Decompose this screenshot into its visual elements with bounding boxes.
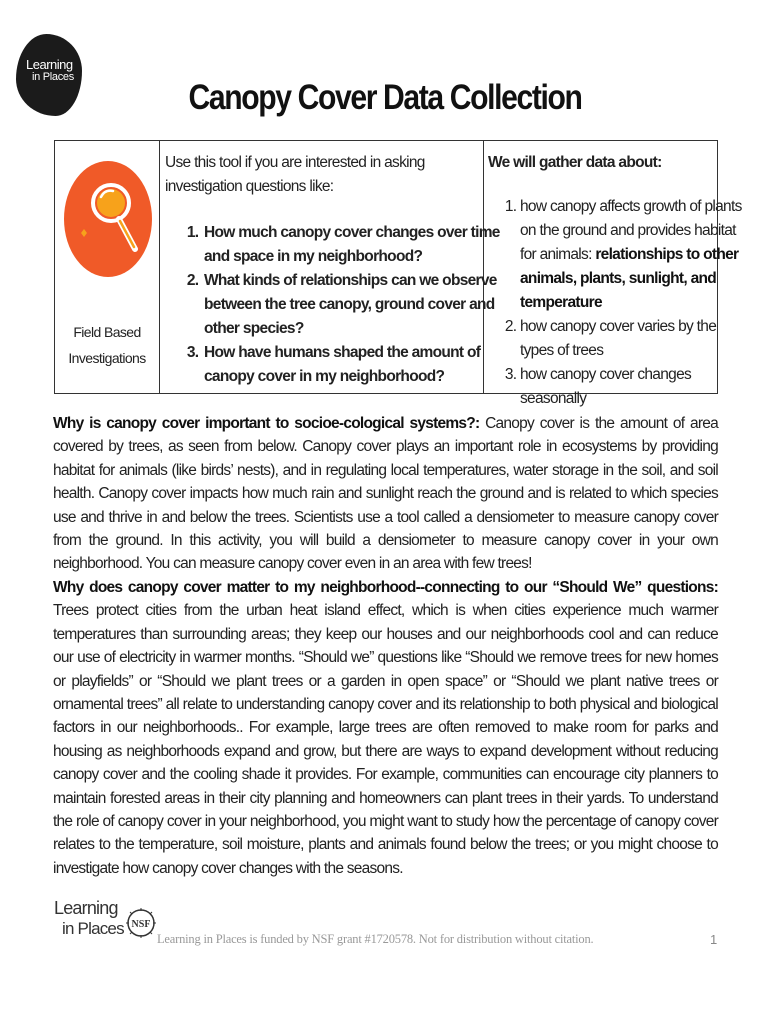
neighborhood-paragraph [53, 576, 718, 880]
gather-heading: We will gather data about: [488, 154, 662, 171]
icon-cell [55, 141, 160, 393]
question-item: 2. What kinds of relationships can we observe between the tree canopy, ground cover and other species? [202, 269, 522, 341]
footer-logo [54, 898, 124, 944]
gather-item-text: how canopy cover varies by the types of trees [520, 318, 717, 359]
section-body: Trees protect cities from the urban heat island effect, which is when cities experience much warmer temperatures than surrounding areas; they keep our houses and our neighborhoods cool and can reduce our use of electricity in warmer months. “Should we” questions like “Should we remove trees for new homes or playfields” or “Should we plant trees or a garden in open space” or “Should we plant native trees or ornamental trees” all relate to understanding canopy cover and its relationship to both physical and biological factors in our neighborhoods.. For example, large trees are often removed to make room for parks and housing as neighborhoods expand and grow, but there are ways to expand development without reducing canopy cover and the cooling shade it provides. For example, communities can encourage city planners to maintain forested areas in their city planning and homeowners can plant trees in their yards. To understand the role of canopy cover in your neighborhood, you might want to study how the percentage of canopy cover relates to the temperature, soil moisture, plants and animals found below the trees; or you might choose to investigate how canopy cover changes with the seasons. [53, 602, 718, 877]
page-number: 1 [710, 932, 718, 947]
nsf-logo [126, 908, 156, 938]
questions-cell [160, 141, 500, 393]
section-heading: Why does canopy cover matter to my neighborhood--connecting to our “Should We” questions: [53, 579, 718, 596]
section-body: Canopy cover is the amount of area covered by trees, as seen from below. Canopy cover plays an important role in ecosystems by providing habitat for animals (like birds’ nests), and in regulating local temperatures, water storage in the soil, and soil health. Canopy cover impacts how much rain and sunlight reach the ground and is related to which species use and thrive in and below the trees. Scientists use a tool called a densiometer to measure canopy cover from the ground. In this activity, you will build a densiometer to measure canopy cover in your own neighborhood. You can measure canopy cover even in an area with few trees! [53, 415, 718, 573]
canopy-importance-paragraph [53, 412, 718, 576]
info-table [54, 140, 742, 407]
question-list [160, 221, 522, 389]
page-title: Canopy Cover Data Collection [188, 78, 582, 117]
intro-text: Use this tool if you are interested in asking investigation questions like: [165, 154, 425, 195]
gather-list [484, 195, 752, 411]
field-based-investigations-label: Field Based Investigations [68, 324, 146, 366]
logo-line1: Learning [26, 57, 73, 72]
section-heading: Why is canopy cover important to socioe-cological systems?: [53, 415, 480, 432]
nsf-text: NSF [131, 919, 151, 930]
question-item: 3. How have humans shaped the amount of canopy cover in my neighborhood? [202, 341, 522, 389]
footer-logo-line1: Learning [54, 898, 118, 918]
gather-item [520, 363, 752, 411]
gather-item [520, 195, 752, 315]
gather-item-bold: relationships to other animals, plants, sunlight, and temperature [520, 246, 739, 311]
question-item: 1. How much canopy cover changes over time and space in my neighborhood? [202, 221, 522, 269]
footer-logo-line2: in Places [62, 919, 124, 938]
magnifying-glass-icon [63, 161, 153, 291]
gather-item [520, 315, 752, 363]
funding-note: Learning in Places is funded by NSF grant #1720578. Not for distribution without citation. [157, 932, 594, 946]
gather-item-text: how canopy affects growth of plants on the ground and provides habitat for animals: [520, 198, 742, 263]
logo-line2: in Places [32, 71, 74, 83]
data-gathering-cell [484, 141, 742, 407]
gather-item-text: how canopy cover changes seasonally [520, 366, 692, 407]
